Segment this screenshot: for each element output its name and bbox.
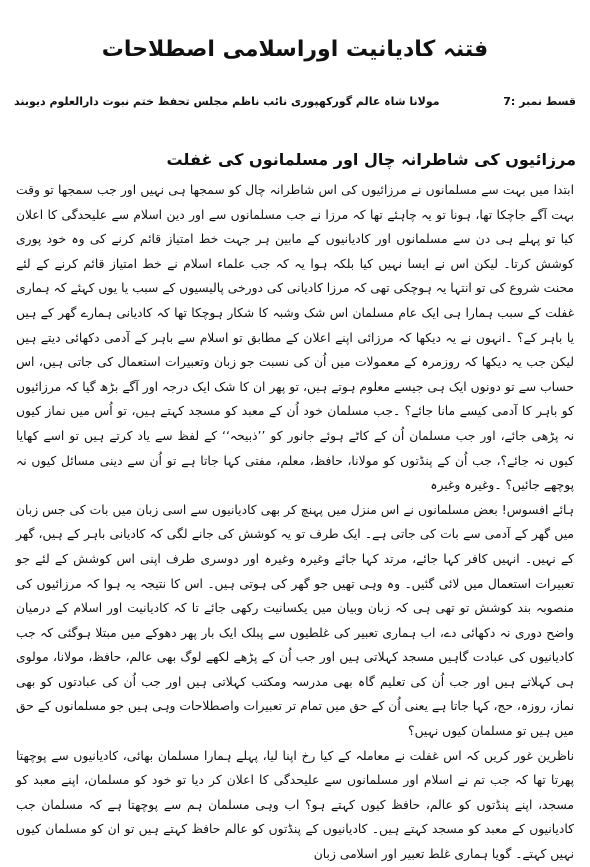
byline [14, 92, 576, 112]
paragraph-2: ہائے افسوس! بعض مسلمانوں نے اس منزل میں پہنچ کر بھی کادیانیوں سے اسی زبان میں بات کی جس زبان میں گھر کے آدمی سے بات کی جاتی ہے۔ ایک طرف تو یہ کوشش کی جانے لگی کہ کادیانی باہر کے ہیں، گھر کے نہیں۔ انہیں کافر کہا جائے، مرتد کہا جائے وغیرہ وغیرہ اور دوسری طرف اپنی اس کوشش کے لئے جو تعبیرات استعمال میں لائی گئیں۔ وہ وہی تھیں جو گھر کی ہوتی ہیں۔ اس کا نتیجہ یہ ہوا کہ مرزائیوں کی منصوبہ بند کوشش تو تھی ہی کہ زبان وبیان میں یکسانیت رکھی جائے تا کہ کادیانیت اور اسلام کے درمیان واضح دوری نہ دکھائی دے، اب ہماری تعبیر کی غلطیوں سے پبلک ایک بار پھر دھوکے میں مبتلا ہوگئی کہ جب کادیانیوں کی عبادت گاہیں مسجد کہلاتی ہیں اور جب اُن کے پڑھے لکھے لوگ بھی عالم، حافظ، مولانا، مولوی ہی کہلاتے ہیں اور جب اُن کی تعلیم گاہ بھی مدرسہ ومکتب کہلاتی ہیں اور جب اُن کی عبادتوں کو بھی نماز، روزہ، حج، کہا جاتا ہے یعنی اُن کے حق میں تمام تر تعبیرات واصطلاحات وہی ہیں جو مسلمانوں کے حق میں ہیں تو مسلمان کیوں نہیں؟ [16, 502, 574, 739]
section-heading: مرزائیوں کی شاطرانہ چال اور مسلمانوں کی غفلت [166, 150, 576, 169]
paragraph-1: ابتدا میں بہت سے مسلمانوں نے مرزائیوں کی اس شاطرانہ چال کو سمجھا ہی نہیں اور جب سمجھا تو وقت بہت آگے جاچکا تھا، ہونا تو یہ چاہئے تھا کہ مرزا نے جب مسلمانوں سے اور دین اسلام سے علیحدگی کا اعلان کیا تو پہلے ہی دن سے مسلمانوں اور کادیانیوں کے مابین ہر جہت خط امتیاز قائم کرنے کی وہ خود پوری کوشش کرتا۔ لیکن اس نے ایسا نہیں کیا بلکہ ہوا یہ کہ جب علماء اسلام نے خط امتیاز قائم کرنے کے لئے محنت شروع کی تو انتہا یہ ہوچکی تھی کہ مرزا کادیانی کی دورخی پالیسیوں کے سبب یا یوں کہئے کہ ہماری غفلت کے سبب ہمارا ہی ایک عام مسلمان اس شک وشبہ کا شکار ہوچکا تھا کہ کادیانی ہمارے گھر کے ہیں یا باہر کے؟ ۔انہوں نے یہ دیکھا کہ مرزائی اپنے اعلان کے مطابق تو اسلام سے باہر کے آدمی دکھائی دیتے ہیں لیکن جب یہ دیکھا کہ روزمرہ کے معمولات میں اُن کی نسبت جو زبان وتعبیرات استعمال کی جاتی ہیں، اس حساب سے تو دونوں ایک ہی جیسے معلوم ہوتے ہیں، تو پھر ان کا شک ایک درجہ اور آگے بڑھ گیا کہ مرزائیوں کو باہر کا آدمی کیسے مانا جائے؟ ۔جب مسلمان خود اُن کے معبد کو مسجد کہتے ہیں، تو اُس میں نماز کیوں نہ پڑھی جائے، اور جب مسلمان اُن کے کاٹے ہوئے جانور کو ’’ذبیحہ‘‘ کے لفظ سے یاد کرتے ہیں تو اسے کھایا کیوں نہ جائے؟، جب اُن کے پنڈتوں کو مولانا، حافظ، معلم، مفتی کہا جاتا ہے تو اُن سے دینی مسائل کیوں نہ پوچھے جائیں؟ ۔وغیرہ وغیرہ [16, 183, 574, 493]
episode-number: قسط نمبر :7 [503, 95, 576, 108]
paragraph-3: ناظرین غور کریں کہ اس غفلت نے معاملہ کے کیا رخ اپنا لیا، پہلے ہمارا مسلمان بھائی، کادیانیوں سے پوچھتا پھرتا تھا کہ جب تم نے اسلام اور مسلمانوں سے علیحدگی کا اعلان کر دیا تو خود کو مسلمان، اپنے معبد کو مسجد، اپنے پنڈتوں کو عالم، حافظ کیوں کہتے ہو؟ اب وہی مسلمان ہم سے پوچھتا ہے کہ مسلمان جب کادیانیوں کے معبد کو مسجد کہتے ہیں۔ کادیانیوں کے پنڈتوں کو عالم حافظ کہتے ہیں تو ان کو مسلمان کیوں نہیں کہتے۔ گویا ہماری غلط تعبیر اور اسلامی زبان [16, 748, 574, 862]
author-line: مولانا شاہ عالم گورکھپوری نائب ناظم مجلس تحفظ ختم نبوت دارالعلوم دیوبند [14, 95, 440, 108]
article-body [16, 178, 574, 867]
page-title: فتنہ کادیانیت اوراسلامی اصطلاحات [101, 37, 489, 62]
